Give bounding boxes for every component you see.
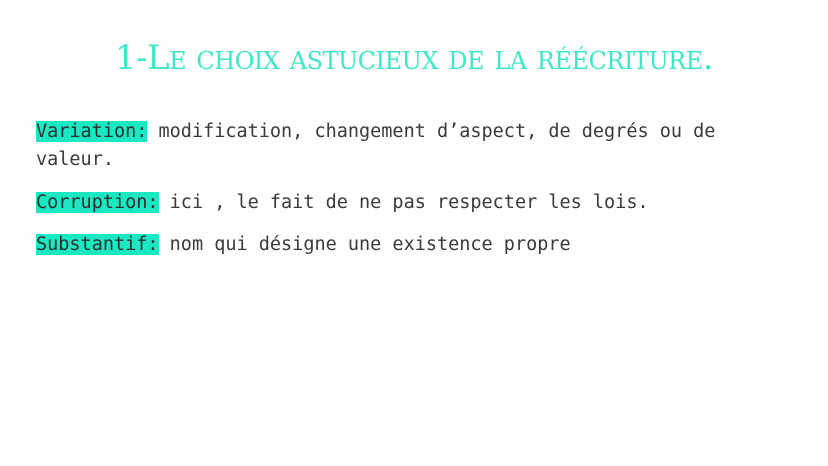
definition-variation — [36, 118, 776, 174]
definition-text: modification, changement d’aspect, de degrés ou de valeur. — [36, 121, 716, 170]
definition-substantif — [36, 231, 776, 259]
term-highlight: Variation: — [36, 121, 148, 142]
slide-title: 1-Le choix astucieux de la réécriture. — [114, 38, 714, 78]
definition-text: ici , le fait de ne pas respecter les lois. — [158, 192, 649, 213]
term-highlight: Corruption: — [36, 192, 159, 213]
definition-text: nom qui désigne une existence propre — [158, 234, 571, 255]
term-highlight: Substantif: — [36, 234, 159, 255]
definition-corruption — [36, 189, 776, 217]
